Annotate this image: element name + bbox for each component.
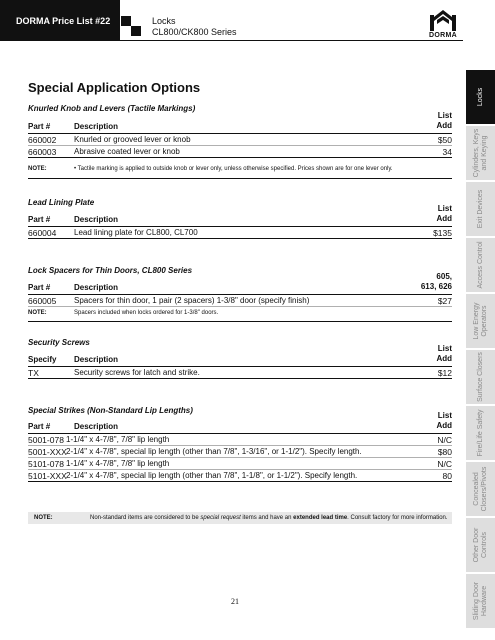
tab-cylinders-keys[interactable]	[466, 126, 495, 180]
price: N/C	[437, 459, 452, 469]
description: 1-1/4" x 4-7/8", 7/8" lip length	[66, 435, 170, 444]
tab-label: Concealed	[472, 472, 480, 506]
price: 34	[442, 147, 452, 157]
col-header-specify: Specify	[28, 355, 57, 364]
part-number: 660002	[28, 135, 57, 145]
tab-surface-closers[interactable]	[466, 350, 495, 404]
col-header-list-add: List Add	[436, 111, 452, 130]
table-row	[28, 134, 452, 146]
table-row	[28, 367, 452, 379]
table-spacers	[28, 272, 452, 307]
price: $80	[437, 447, 452, 457]
table-knurled	[28, 111, 452, 158]
part-number: 5001-078	[28, 435, 64, 445]
tab-label: Low Energy	[472, 302, 480, 340]
col-header-finish: 605, 613, 626	[420, 272, 452, 291]
part-number: 660005	[28, 296, 57, 306]
header-square-decoration	[131, 26, 141, 36]
tab-exit-devices[interactable]	[466, 182, 495, 236]
price: 80	[442, 471, 452, 481]
description: Abrasive coated lever or knob	[74, 147, 180, 156]
tab-label: Hardware	[480, 585, 488, 617]
table-strikes	[28, 411, 452, 482]
header-square-decoration	[121, 16, 131, 26]
note-label: NOTE:	[34, 515, 53, 521]
price: $12	[437, 368, 452, 378]
part-number: 5001-XXX	[28, 447, 67, 457]
table-screws	[28, 344, 452, 379]
col-header-list-add: List Add	[436, 344, 452, 363]
price: $50	[437, 135, 452, 145]
col-header-list-add: List Add	[436, 204, 452, 223]
note-divider	[28, 178, 452, 179]
tab-fire-life-safety[interactable]	[466, 406, 495, 460]
page-number: 21	[231, 597, 239, 606]
note-text: • Tactile marking is applied to outside knob or lever only, unless otherwise specified. Prices shown are for one lever only.	[74, 166, 393, 172]
table-row	[28, 434, 452, 446]
tab-label: Fire/Life Safety	[476, 409, 484, 457]
col-header-description: Description	[74, 122, 119, 131]
section-title-strikes: Special Strikes (Non-Standard Lip Lengths)	[28, 406, 193, 415]
tab-access-control[interactable]	[466, 238, 495, 292]
description: 2-1/4" x 4-7/8", special lip length (other than 7/8", 1-1/8", or 1-1/2"). Specify length.	[66, 471, 358, 480]
col-header-part: Part #	[28, 215, 51, 224]
tab-label: Sliding Door	[472, 581, 480, 621]
price: $27	[437, 296, 452, 306]
note-divider	[28, 321, 452, 322]
note-strikes	[28, 512, 452, 524]
section-title-screws: Security Screws	[28, 338, 90, 347]
part-number: 5101-078	[28, 459, 64, 469]
header-subtitle	[152, 16, 237, 38]
table-header	[28, 344, 452, 367]
tab-label: Surface Closers	[476, 352, 484, 402]
table-header	[28, 111, 452, 134]
section-title-knurled: Knurled Knob and Levers (Tactile Markings)	[28, 104, 196, 113]
note-text: Non-standard items are considered to be special request items and have an extended lead time. Consult factory for more information.	[90, 515, 448, 521]
note-label: NOTE:	[28, 166, 47, 172]
tab-label: Exit Devices	[476, 189, 484, 229]
table-row	[28, 295, 452, 307]
table-header	[28, 411, 452, 434]
tab-other-door-controls[interactable]	[466, 518, 495, 572]
description: Security screws for latch and strike.	[74, 368, 200, 377]
table-row	[28, 470, 452, 482]
table-row	[28, 446, 452, 458]
description: 2-1/4" x 4-7/8", special lip length (other than 7/8", 1-3/16", or 1-1/2"). Specify length.	[66, 447, 362, 456]
page-title: Special Application Options	[28, 80, 201, 95]
price-list-title: DORMA Price List #22	[16, 16, 111, 26]
note-label: NOTE:	[28, 310, 47, 316]
table-row	[28, 227, 452, 239]
header-black-bar	[0, 0, 120, 40]
part-number: 5101-XXX	[28, 471, 67, 481]
part-number: 660003	[28, 147, 57, 157]
header-rule	[0, 40, 463, 41]
section-title-lead: Lead Lining Plate	[28, 198, 95, 207]
tab-label: Locks	[476, 87, 484, 107]
col-header-description: Description	[74, 355, 119, 364]
table-lead	[28, 204, 452, 239]
price: N/C	[437, 435, 452, 445]
table-row	[28, 458, 452, 470]
tab-label: Access Control	[476, 241, 484, 289]
col-header-description: Description	[74, 283, 119, 292]
price: $135	[433, 228, 452, 238]
table-row	[28, 146, 452, 158]
col-header-part: Part #	[28, 422, 51, 431]
description: Knurled or grooved lever or knob	[74, 135, 191, 144]
tab-label: Cylinders, Keys	[472, 128, 480, 178]
tab-low-energy-operators[interactable]	[466, 294, 495, 348]
table-header	[28, 272, 452, 295]
description: Spacers for thin door, 1 pair (2 spacers) 1-3/8" door (specify finish)	[74, 296, 310, 305]
description: 1-1/4" x 4-7/8", 7/8" lip length	[66, 459, 170, 468]
col-header-description: Description	[74, 215, 119, 224]
tab-label: and Keying	[480, 135, 488, 171]
tab-label: Controls	[480, 531, 488, 559]
header-category: Locks	[152, 16, 176, 26]
col-header-part: Part #	[28, 122, 51, 131]
tab-label: Operators	[480, 305, 488, 337]
section-title-spacers: Lock Spacers for Thin Doors, CL800 Series	[28, 266, 193, 275]
tab-label: Closers/Pivots	[480, 466, 488, 512]
table-header	[28, 204, 452, 227]
description: Lead lining plate for CL800, CL700	[74, 228, 198, 237]
tab-locks[interactable]	[466, 70, 495, 124]
header-series: CL800/CK800 Series	[152, 27, 237, 37]
brand-wordmark: DORMA	[429, 32, 457, 39]
note-text: Spacers included when locks ordered for 1-3/8" doors.	[74, 310, 219, 316]
specify-code: TX	[28, 368, 39, 378]
col-header-part: Part #	[28, 283, 51, 292]
section-tabs	[466, 70, 495, 640]
col-header-list-add: List Add	[436, 411, 452, 430]
part-number: 660004	[28, 228, 57, 238]
tab-label: Other Door	[472, 527, 480, 563]
tab-concealed-closers[interactable]	[466, 462, 495, 516]
tab-sliding-door-hardware[interactable]	[466, 574, 495, 628]
col-header-description: Description	[74, 422, 119, 431]
